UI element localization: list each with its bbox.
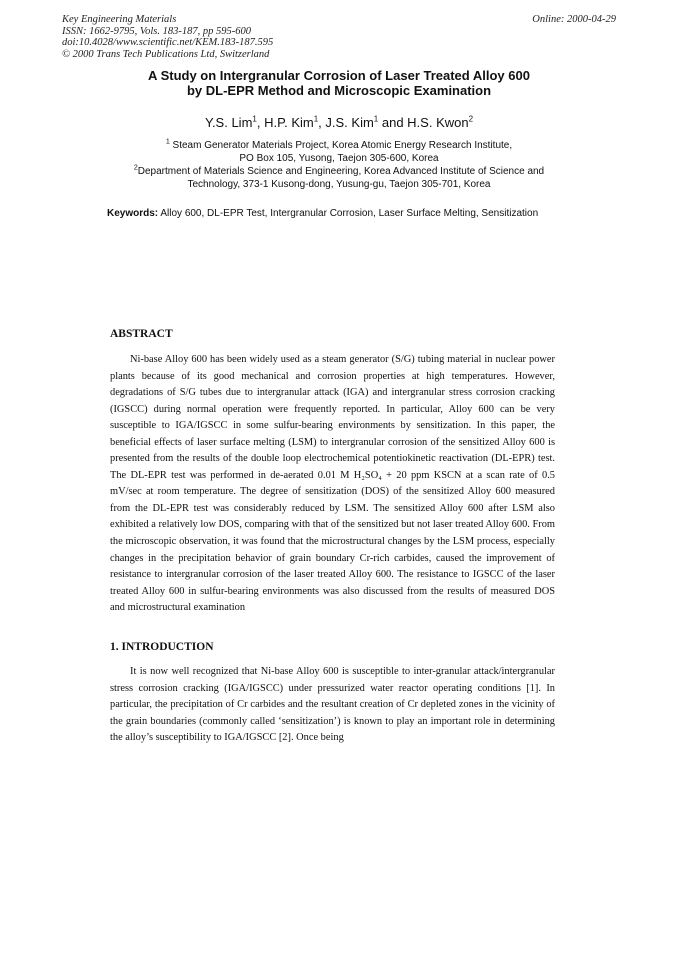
affiliation-line: Technology, 373-1 Kusong-dong, Yusung-gu, Taejon 305-701, Korea — [187, 178, 491, 190]
author-list — [0, 115, 678, 130]
author-name: Y.S. Lim — [204, 115, 253, 130]
author-affiliation-mark: 1 — [313, 114, 319, 124]
affiliation-line: Department of Materials Science and Engineering, Korea Advanced Institute of Science and — [137, 166, 545, 177]
affiliation-line: Steam Generator Materials Project, Korea Atomic Energy Research Institute, — [172, 140, 513, 151]
author-name: H.P. Kim — [264, 115, 314, 130]
affiliation-number: 2 — [133, 164, 138, 172]
journal-header — [62, 14, 616, 60]
abstract-heading: ABSTRACT — [110, 328, 173, 340]
author-affiliation-mark: 1 — [252, 114, 257, 124]
author-conjunction: and — [378, 115, 408, 130]
introduction-body: It is now well recognized that Ni-base Alloy 600 is susceptible to inter-granular attack/intergranular stress corrosion cracking (IGA/IGSCC) under pressurized water reactor operating conditions [1]. In particular, the precipitation of Cr carbides and the resultant creation of Cr depleted zones in the vicinity of the grain boundaries (commonly called ‘sensitization’) is known to play an important role in determining the alloy’s susceptibility to IGA/IGSCC [2]. Once being — [110, 666, 555, 744]
journal-name: Key Engineering Materials — [62, 14, 177, 25]
copyright-line: © 2000 Trans Tech Publications Ltd, Switzerland — [62, 48, 270, 60]
abstract-body: Ni-base Alloy 600 has been widely used as a steam generator (S/G) tubing material in nuclear power plants because of its good mechanical and corrosion properties at high temperatures. However, degradations of S/G tubes due to intergranular attack (IGA) and intergranular stress corrosion cracking (IGSCC) during normal operation were frequently reported. In particular, Alloy 600 can be very susceptible to IGA/IGSCC in some sulfur-bearing environments by sensitization. In this paper, the beneficial effects of laser surface melting (LSM) to intergranular corrosion of the sensitized Alloy 600 is presented from the results of the double loop electrochemical potentiokinetic reactivation (DL-EPR) test. The DL-EPR test was performed in de-aerated 0.01 M H₂SO₄ + 20 ppm KSCN at a scan rate of 0.5 mV/sec at room temperature. The degree of sensitization (DOS) of the sensitized Alloy 600 measured from the DL-EPR test was considerably reduced by LSM. The sensitized Alloy 600 after LSM also exhibited a relatively low DOS, comparing with that of the sensitized but not laser treated Alloy 600. From the microscopic observation, it was found that the microstructural changes by the LSM process, especially changes in the precipitation behavior of grain boundary Cr-rich carbides, caused the improvement of resistance to intergranular corrosion of the laser treated Alloy 600. The resistance to IGSCC of the laser treated Alloy 600 in sulfur-bearing environments was also discussed from the results of measured DOS and microstructural examination — [110, 354, 555, 614]
author-separator: , — [318, 115, 326, 130]
affiliation-1 — [0, 140, 678, 165]
keywords — [107, 208, 618, 219]
author-separator: , — [256, 115, 265, 130]
keywords-label: Keywords: — [107, 208, 159, 219]
keywords-text: Alloy 600, DL-EPR Test, Intergranular Corrosion, Laser Surface Melting, Sensitization — [160, 208, 539, 219]
author-affiliation-mark: 2 — [468, 114, 474, 124]
title-line-2: by DL-EPR Method and Microscopic Examination — [186, 83, 492, 98]
affiliation-2 — [0, 166, 678, 191]
affiliation-line: PO Box 105, Yusong, Taejon 305-600, Korea — [239, 152, 439, 164]
online-date: Online: 2000-04-29 — [532, 14, 616, 25]
paper-title — [100, 68, 578, 98]
introduction-heading: 1. INTRODUCTION — [110, 641, 214, 653]
doi-line: doi:10.4028/www.scientific.net/KEM.183-187.595 — [62, 37, 274, 48]
affiliation-number: 1 — [165, 138, 170, 146]
issn-line: ISSN: 1662-9795, Vols. 183-187, pp 595-600 — [62, 25, 251, 37]
title-line-1: A Study on Intergranular Corrosion of Laser Treated Alloy 600 — [148, 68, 530, 83]
author-affiliation-mark: 1 — [373, 114, 379, 124]
author-name: J.S. Kim — [325, 115, 374, 130]
author-name: H.S. Kwon — [407, 115, 469, 130]
